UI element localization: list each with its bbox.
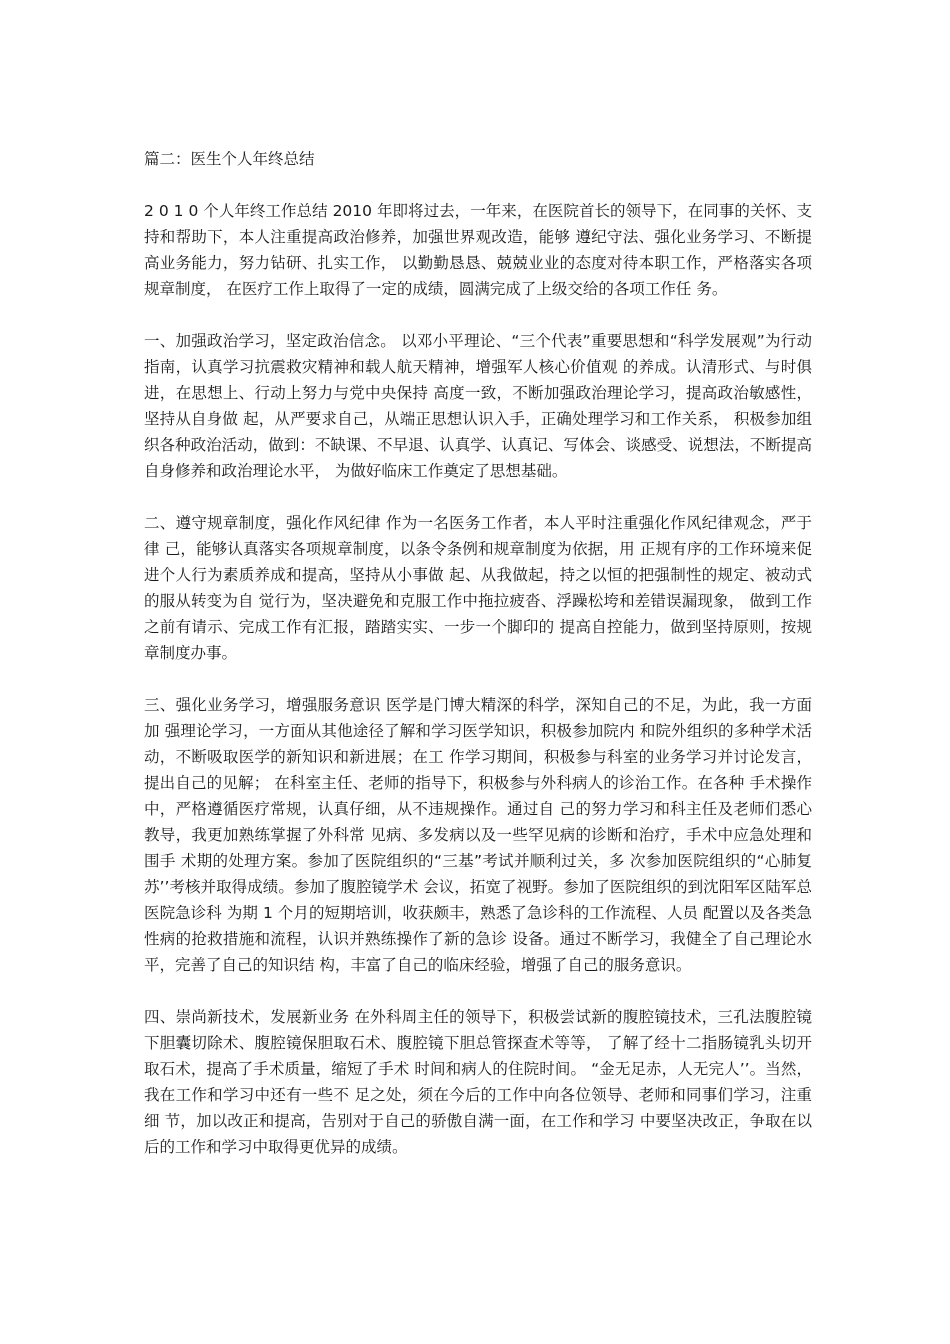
paragraph-professional-study: 三、强化业务学习，增强服务意识 医学是门博大精深的科学，深知自己的不足，为此，我一方面加 强理论学习，一方面从其他途径了解和学习医学知识，积极参加院内 和院外组织的多种学术活动，不断吸取医学的新知识和新进展；在工 作学习期间，积极参与科室的业务学习并讨论发言，提出自己的见解； 在科室主任、老师的指导下，积极参与外科病人的诊治工作。在各种 手术操作中，严格遵循医疗常规，认真仔细，从不违规操作。通过自 己的努力学习和科主任及老师们悉心教导，我更加熟练掌握了外科常 见病、多发病以及一些罕见病的诊断和治疗，手术中应急处理和围手 术期的处理方案。参加了医院组织的“三基”考试并顺利过关，多 次参加医院组织的“心肺复苏’’考核并取得成绩。参加了腹腔镜学术 会议，拓宽了视野。参加了医院组织的到沈阳军区陆军总医院急诊科 为期 1 个月的短期培训，收获颇丰，熟悉了急诊科的工作流程、人员 配置以及各类急性病的抢救措施和流程，认识并熟练操作了新的急诊 设备。通过不断学习，我健全了自己理论水平，完善了自己的知识结 构，丰富了自己的临床经验，增强了自己的服务意识。 xyxy=(144,696,812,974)
paragraph-rules-discipline: 二、遵守规章制度，强化作风纪律 作为一名医务工作者，本人平时注重强化作风纪律观念，严于律 己，能够认真落实各项规章制度，以条令条例和规章制度为依据，用 正规有序的工作环境来促进个人行为素质养成和提高，坚持从小事做 起、从我做起，持之以恒的把强制性的规定、被动式的服从转变为自 觉行为，坚决避免和克服工作中拖拉疲沓、浮躁松垮和差错误漏现象， 做到工作之前有请示、完成工作有汇报，踏踏实实、一步一个脚印的 提高自控能力，做到坚持原则，按规章制度办事。 xyxy=(144,514,812,662)
paragraph-political-study: 一、加强政治学习，坚定政治信念。 以邓小平理论、“三个代表”重要思想和“科学发展观”为行动 指南，认真学习抗震救灾精神和载人航天精神，增强军人核心价值观 的养成。认清形式、与时俱进，在思想上、行动上努力与党中央保持 高度一致，不断加强政治理论学习，提高政治敏感性，坚持从自身做 起，从严要求自己，从端正思想认识入手，正确处理学习和工作关系， 积极参加组织各种政治活动，做到：不缺课、不早退、认真学、认真记、写体会、谈感受、说想法，不断提高自身修养和政治理论水平， 为做好临床工作奠定了思想基础。 xyxy=(144,332,812,480)
document-title: 篇二：医生个人年终总结 xyxy=(144,150,315,168)
paragraph-new-technology: 四、崇尚新技术，发展新业务 在外科周主任的领导下，积极尝试新的腹腔镜技术，三孔法腹腔镜下胆囊切除术、腹腔镜保胆取石术、腹腔镜下胆总管探查术等等， 了解了经十二指肠镜乳头切开取石术，提高了手术质量，缩短了手术 时间和病人的住院时间。 “金无足赤，人无完人’’。当然，我在工作和学习中还有一些不 足之处，须在今后的工作中向各位领导、老师和同事们学习，注重细 节，加以改正和提高，告别对于自己的骄傲自满一面，在工作和学习 中要坚决改正，争取在以后的工作和学习中取得更优异的成绩。 xyxy=(144,1008,812,1156)
paragraph-intro: 2 0 1 0 个人年终工作总结 2010 年即将过去，一年来，在医院首长的领导下，在同事的关怀、支持和帮助下，本人注重提高政治修养，加强世界观改造，能够 遵纪守法、强化业务学习、不断提高业务能力，努力钻研、扎实工作， 以勤勤恳恳、兢兢业业的态度对待本职工作，严格落实各项规章制度， 在医疗工作上取得了一定的成绩，圆满完成了上级交给的各项工作任 务。 xyxy=(144,202,812,298)
document-body xyxy=(144,146,812,1186)
